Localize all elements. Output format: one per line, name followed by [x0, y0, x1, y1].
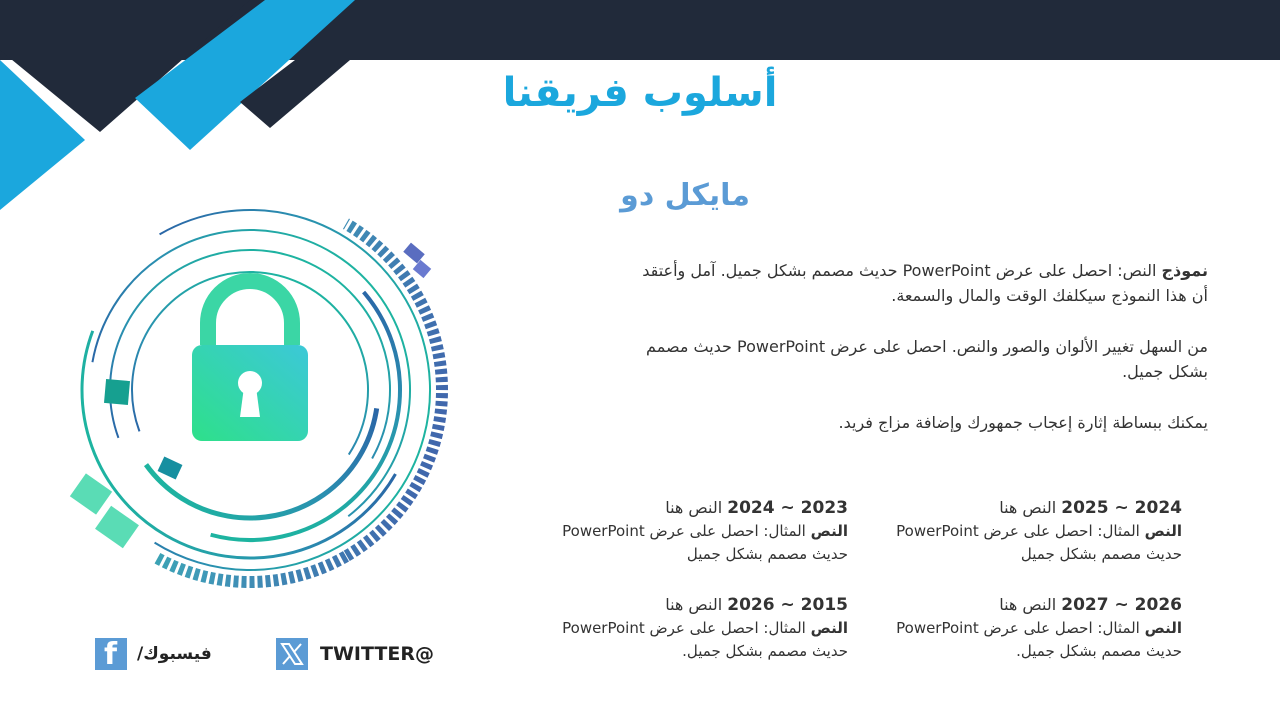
timeline-range: 2026 ~ 2027 [1061, 595, 1182, 615]
timeline-suffix: النص هنا [665, 595, 728, 614]
timeline-range: 2015 ~ 2026 [727, 595, 848, 615]
twitter-link[interactable] [276, 638, 434, 670]
timeline-heading [882, 496, 1182, 520]
timeline-body [548, 520, 848, 566]
colors-paragraph: من السهل تغيير الألوان والصور والنص. احصل على عرض PowerPoint حديث مصمم بشكل جميل. [646, 337, 1208, 381]
timeline-heading [548, 593, 848, 617]
timeline-text: المثال: احصل على عرض PowerPoint حديث مصمم بشكل جميل. [896, 619, 1182, 660]
timeline-text: المثال: احصل على عرض PowerPoint حديث مصمم بشكل جميل [896, 522, 1182, 563]
audience-paragraph: يمكنك ببساطة إثارة إعجاب جمهورك وإضافة مزاج فريد. [838, 413, 1208, 432]
timeline-suffix: النص هنا [999, 498, 1062, 517]
timeline-range: 2024 ~ 2025 [1061, 498, 1182, 518]
security-lock-illustration [60, 205, 480, 595]
timeline-text: المثال: احصل على عرض PowerPoint حديث مصمم بشكل جميل [562, 522, 848, 563]
timeline-bold: النص [1144, 619, 1182, 637]
slide-title: أسلوب فريقنا [502, 70, 778, 116]
timeline-body [882, 617, 1182, 663]
timeline-suffix: النص هنا [665, 498, 728, 517]
timeline-heading [882, 593, 1182, 617]
timeline-item [882, 593, 1182, 663]
padlock-icon [192, 281, 308, 441]
timeline-range: 2023 ~ 2024 [727, 498, 848, 518]
facebook-label[interactable]: /فيسبوك [137, 644, 212, 664]
intro-text: النص: احصل على عرض PowerPoint حديث مصمم بشكل جميل. آمل وأعتقد أن هذا النموذج سيكلفك الوقت والمال والسمعة. [642, 261, 1208, 305]
intro-bold-label: نموذج [1161, 261, 1208, 280]
intro-paragraph [628, 258, 1208, 308]
facebook-icon[interactable]: f [95, 638, 127, 670]
timeline-body [882, 520, 1182, 566]
timeline-item [882, 496, 1182, 566]
facebook-link[interactable] [95, 638, 212, 670]
timeline-suffix: النص هنا [999, 595, 1062, 614]
twitter-label[interactable]: TWITTER@ [320, 643, 434, 665]
x-twitter-icon[interactable] [276, 638, 308, 670]
member-name: مايكل دو [620, 178, 750, 213]
timeline-bold: النص [1144, 522, 1182, 540]
timeline-item [548, 593, 848, 663]
timeline-text: المثال: احصل على عرض PowerPoint حديث مصمم بشكل جميل. [562, 619, 848, 660]
timeline-bold: النص [810, 619, 848, 637]
timeline-item [548, 496, 848, 566]
timeline-bold: النص [810, 522, 848, 540]
timeline-heading [548, 496, 848, 520]
timeline-body [548, 617, 848, 663]
